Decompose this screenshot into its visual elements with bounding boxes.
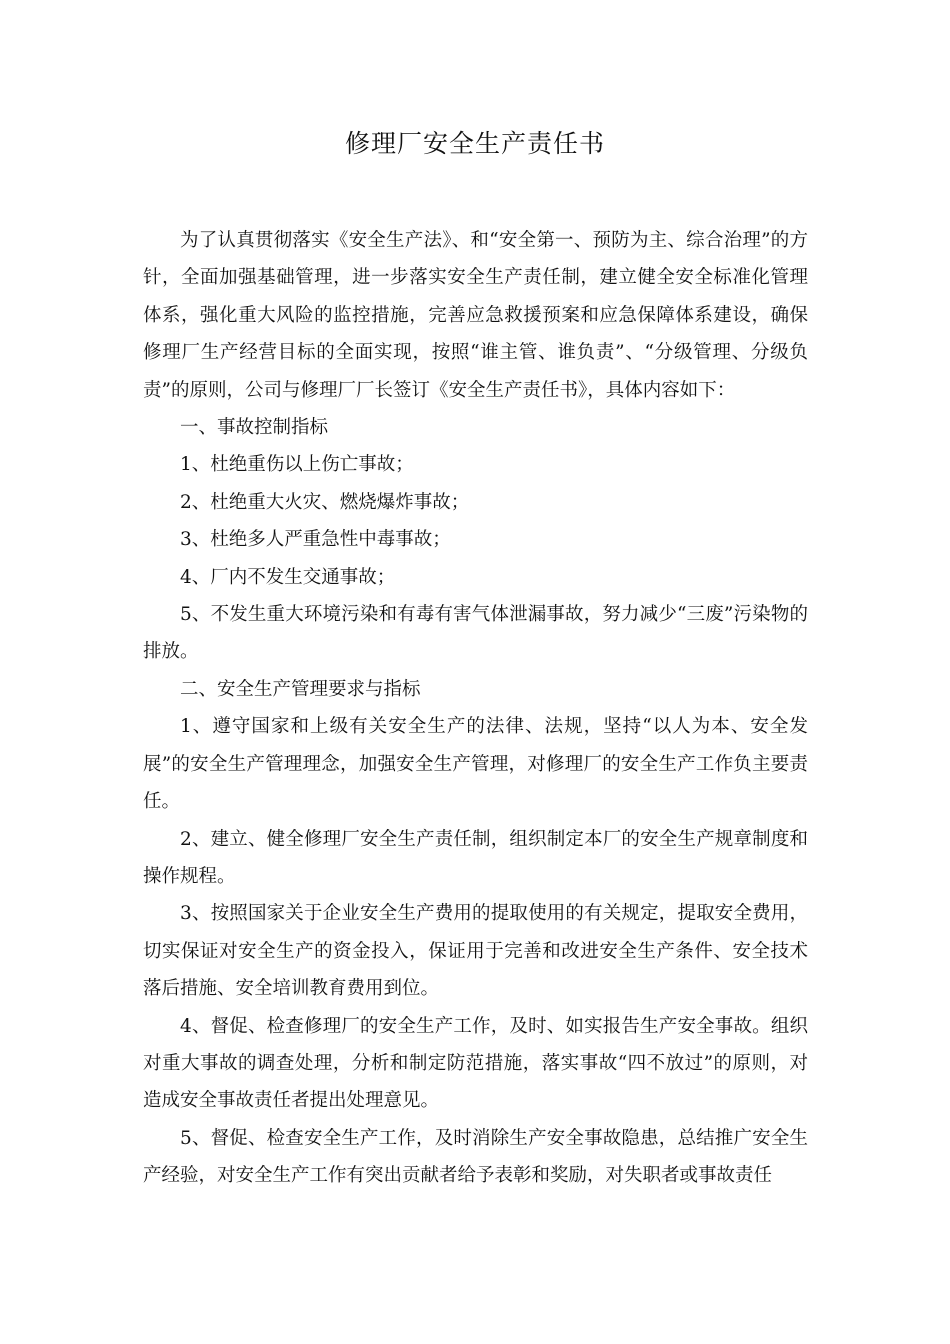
- section-heading-management-requirements: 二、安全生产管理要求与指标: [180, 678, 421, 700]
- list-item: 3、杜绝多人严重急性中毒事故；: [180, 529, 451, 551]
- list-item: 4、督促、检查修理厂的安全生产工作，及时、如实报告生产安全事故。组织对重大事故的调查处理，分析和制定防范措施，落实事故“四不放过”的原则，对造成安全事故责任者提出处理意见。: [143, 1015, 808, 1112]
- list-item: 2、建立、健全修理厂安全生产责任制，组织制定本厂的安全生产规章制度和操作规程。: [143, 828, 808, 887]
- list-item: 5、不发生重大环境污染和有毒有害气体泄漏事故，努力减少“三废”污染物的排放。: [143, 604, 808, 663]
- document-title: 修理厂安全生产责任书: [344, 129, 605, 158]
- list-item: 1、杜绝重伤以上伤亡事故；: [180, 454, 414, 476]
- list-item: 1、遵守国家和上级有关安全生产的法律、法规，坚持“以人为本、安全发展”的安全生产管理理念，加强安全生产管理，对修理厂的安全生产工作负主要责任。: [143, 716, 808, 813]
- list-item: 3、按照国家关于企业安全生产费用的提取使用的有关规定，提取安全费用，切实保证对安全生产的资金投入，保证用于完善和改进安全生产条件、安全技术落后措施、安全培训教育费用到位。: [143, 903, 808, 1000]
- list-item: 2、杜绝重大火灾、燃烧爆炸事故；: [180, 491, 470, 513]
- list-item: 4、厂内不发生交通事故；: [180, 566, 396, 588]
- list-item: 5、督促、检查安全生产工作，及时消除生产安全事故隐患，总结推广安全生产经验，对安全生产工作有突出贡献者给予表彰和奖励，对失职者或事故责任: [143, 1127, 808, 1187]
- section-heading-accident-control: 一、事故控制指标: [180, 417, 329, 439]
- intro-paragraph: 为了认真贯彻落实《安全生产法》、和“安全第一、预防为主、综合治理”的方针，全面加强基础管理，进一步落实安全生产责任制，建立健全安全标准化管理体系，强化重大风险的监控措施，完善应急救援预案和应急保障体系建设，确保修理厂生产经营目标的全面实现，按照“谁主管、谁负责”、“分级管理、分级负责”的原则，公司与修理厂厂长签订《安全生产责任书》，具体内容如下：: [143, 230, 808, 401]
- document-body: [143, 222, 808, 1195]
